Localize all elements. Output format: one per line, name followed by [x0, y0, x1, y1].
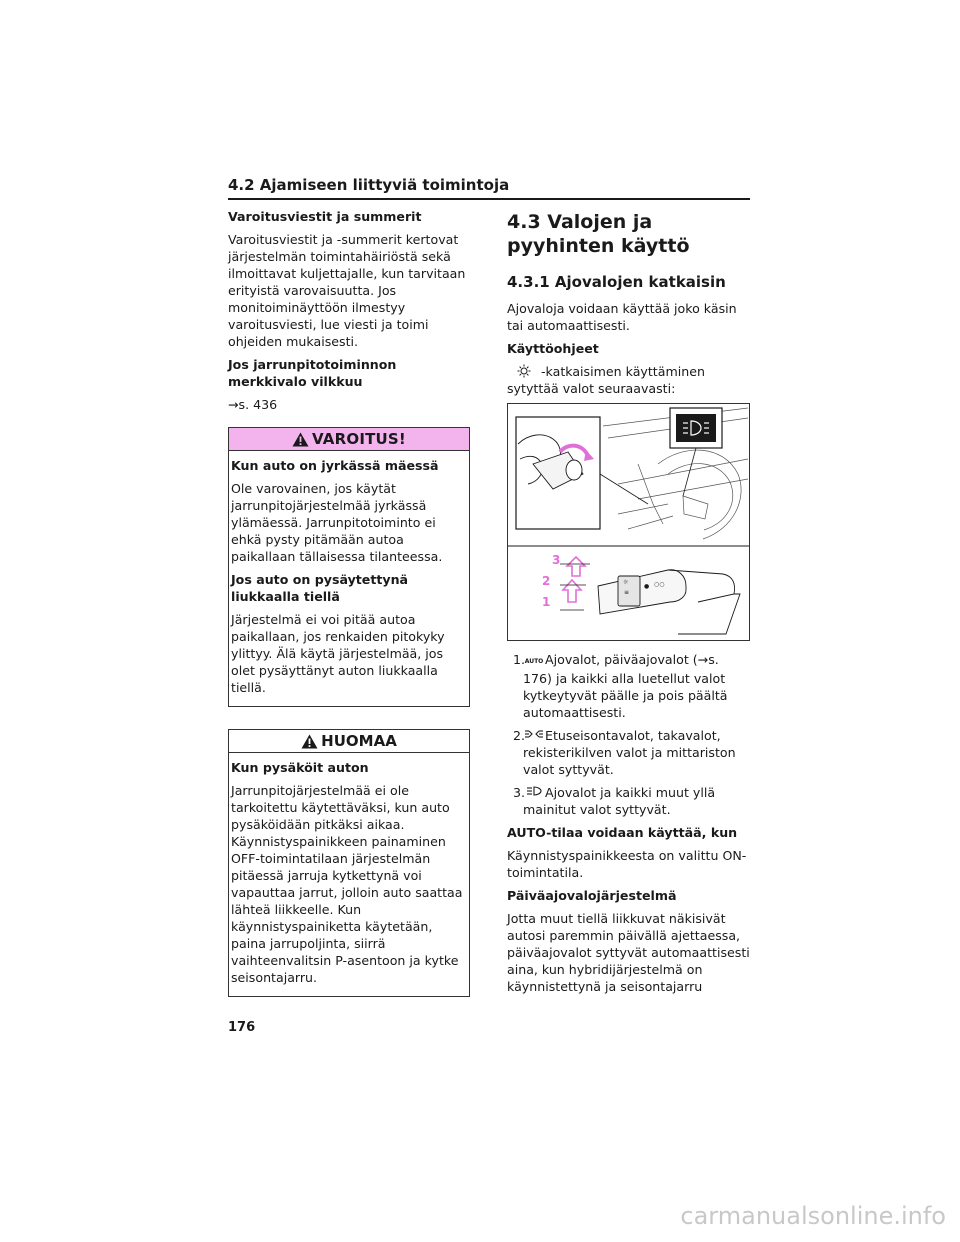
warning-heading-2: Jos auto on pysäytettynä liukkaalla tiellä [231, 572, 409, 604]
light-switch-icon [507, 364, 541, 378]
paragraph-auto: Käynnistyspainikkeesta on valittu ON-toimintatila. [507, 848, 747, 880]
warning-triangle-icon [292, 432, 309, 447]
svg-text:●: ● [644, 583, 650, 590]
heading-paivaajovalo: Päiväajovalojärjestelmä [507, 888, 677, 903]
watermark: carmanualsonline.info [680, 1202, 946, 1230]
figure-label-2: 2 [542, 574, 551, 588]
paragraph-ohjeet [507, 363, 750, 397]
section-header: 4.2 Ajamiseen liittyviä toimintoja [228, 176, 510, 194]
light-mode-list [507, 651, 750, 818]
note-title: HUOMAA [321, 731, 397, 750]
warning-box [228, 427, 470, 707]
chapter-heading: 4.3 Valojen ja pyyhinten käyttö [507, 211, 690, 257]
note-body [229, 753, 469, 996]
auto-icon: AUTO [524, 658, 544, 665]
section-heading: 4.3.1 Ajovalojen katkaisin [507, 273, 726, 291]
paragraph-summerit: Varoitusviestit ja -summerit kertovat järjestelmän toimintahäiriöstä sekä ilmoittavat kuljettajalle, kun tarvitaan erityistä varovaisuutta. Jos monitoiminäyttöön ilmestyy varoitusviesti, lue viesti ja toimi ohjeiden mukaisesti. [228, 232, 466, 349]
warning-header [229, 428, 469, 451]
note-box [228, 729, 470, 997]
headlight-switch-figure [507, 403, 750, 641]
intro-paragraph: Ajovaloja voidaan käyttää joko käsin tai automaattisesti. [507, 301, 737, 333]
warning-paragraph-1: Ole varovainen, jos käytät jarrunpitojärjestelmää jyrkässä ylämäessä. Jarrunpitotoiminto ei ehkä pysty pitämään autoa paikallaan tällaisessa tilanteessa. [231, 481, 443, 564]
figure-label-3: 3 [552, 553, 561, 567]
list-item: 2. Etuseisontavalot, takavalot, rekisterikilven valot ja mittariston valot syttyvät. [513, 728, 736, 777]
note-header [229, 730, 469, 753]
left-column [228, 208, 470, 997]
caution-triangle-icon [301, 734, 318, 749]
header-rule [228, 198, 750, 200]
paragraph-paivaajovalo: Jotta muut tiellä liikkuvat näkisivät autosi paremmin päivällä ajettaessa, päiväajovalot syttyvät automaattisesti aina, kun hybridijärjestelmä on käynnistettynä ja seisontajarru [507, 911, 750, 994]
heading-merkkivalo: Jos jarrunpitotoiminnon merkkivalo vilkkuu [228, 357, 397, 389]
svg-text:☼: ☼ [623, 579, 629, 586]
list-item: 3. Ajovalot ja kaikki muut yllä mainitut valot syttyvät. [513, 785, 716, 817]
svg-text:≡: ≡ [624, 589, 630, 596]
note-heading-1: Kun pysäköit auton [231, 760, 369, 775]
warning-body [229, 451, 469, 706]
warning-title: VAROITUS! [312, 429, 406, 448]
note-paragraph-1: Jarrunpitojärjestelmää ei ole tarkoitettu käytettäväksi, kun auto pysäköidään pitkäksi aikaa. Käynnistyspainikkeen painaminen OFF-toimintatilaan järjestelmän pitäessä jarruja kytkettynä voi vapauttaa jarrut, jolloin auto saattaa lähteä liikkeelle. Kun käynnistyspainiketta käytetään, paina jarrupoljinta, siirrä vaihteenvalitsin P-asentoon ja kytke seisontajarru. [231, 783, 463, 985]
headlight-icon [523, 786, 545, 796]
svg-text:○○: ○○ [654, 581, 665, 588]
warning-heading-1: Kun auto on jyrkässä mäessä [231, 458, 439, 473]
paragraph-ohjeet-text: -katkaisimen käyttäminen sytyttää valot seuraavasti: [507, 364, 705, 396]
heading-summerit: Varoitusviestit ja summerit [228, 209, 422, 224]
page-reference: →s. 436 [228, 397, 278, 412]
heading-auto: AUTO-tilaa voidaan käyttää, kun [507, 825, 738, 840]
figure-label-1: 1 [542, 595, 551, 609]
right-column [507, 208, 750, 1001]
warning-paragraph-2: Järjestelmä ei voi pitää autoa paikallaan, jos renkaiden pitokyky ylittyy. Älä käytä järjestelmää, jos olet pysäyttänyt auton liukkaalla tiellä. [231, 612, 445, 695]
headlight-switch-illustration [508, 404, 749, 640]
heading-ohjeet: Käyttöohjeet [507, 341, 599, 356]
page-number: 176 [228, 1020, 256, 1035]
list-item: 1. AUTO Ajovalot, päiväajovalot (→s. 176) ja kaikki alla luetellut valot kytkeytyvät päälle ja pois päältä automaattisesti. [513, 652, 728, 720]
side-lights-icon [523, 729, 545, 739]
